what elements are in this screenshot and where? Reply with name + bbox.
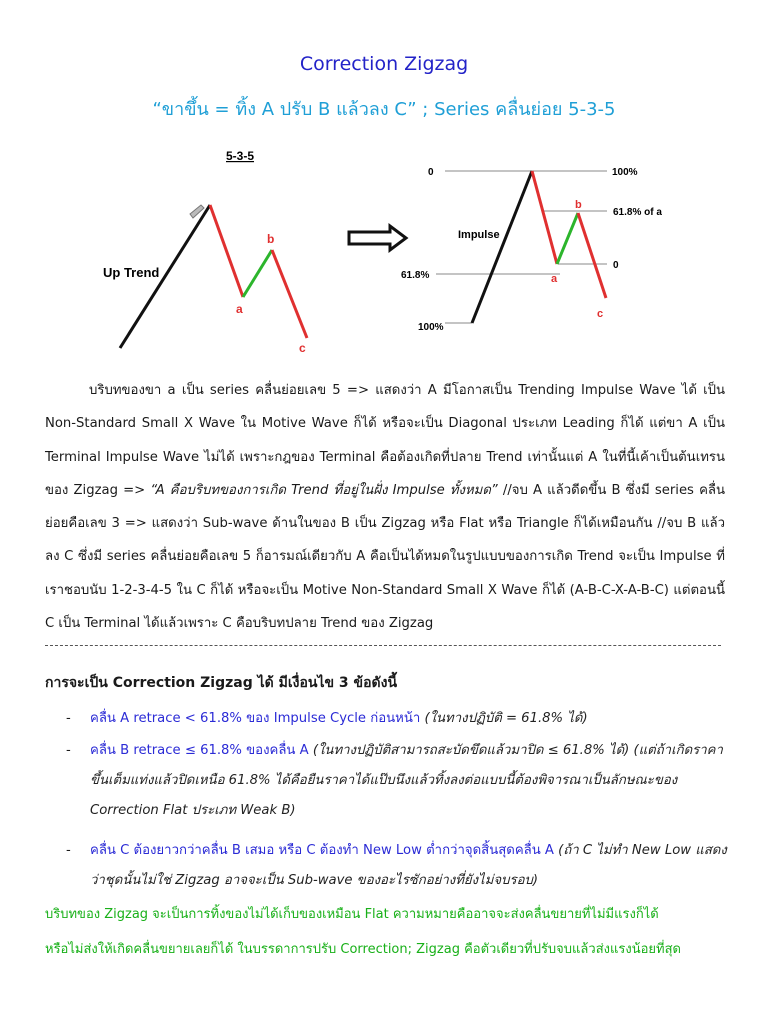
condition-3-text: คลื่น C ต้องยาวกว่าคลื่น B เสมอ หรือ C ต้องทำ New Low ต่ำกว่าจุดสิ้นสุดคลื่น A (90, 843, 554, 858)
left-zigzag-diagram (103, 149, 307, 355)
conclusion-line-2: หรือไม่ส่งให้เกิดคลื่นขยายเลยก็ได้ ในบรรดาการปรับ Correction; Zigzag คือตัวเดียวที่ปรับจบแล้วส่งแรงน้อยที่สุด (45, 942, 681, 957)
level-100-top-label: 100% (612, 167, 638, 178)
body-paragraph (45, 374, 725, 640)
left-wave-c-label: c (299, 341, 306, 355)
right-arrow-icon (349, 226, 406, 250)
impulse-leg-right (472, 171, 532, 323)
condition-item-2 (66, 736, 730, 826)
wave-a-leg-right (532, 171, 557, 264)
page-subtitle: “ขาขึ้น = ทิ้ง A ปรับ B แล้วลง C” ; Series คลื่นย่อย 5-3-5 (152, 99, 616, 120)
list-dash: - (66, 843, 71, 858)
list-dash: - (66, 711, 71, 726)
level-618-of-a-label: 61.8% of a (613, 207, 662, 218)
paragraph-part-1: บริบทของขา a เป็น series คลื่นย่อยเลข 5 => แสดงว่า A มีโอกาสเป็น Trending Impulse Wave ได้ เป็น Non-Standard Small X Wave ใน Motive Wave ก็ได้ หรือจะเป็น Diagonal ประเภท Leading ก็ได้ แต่ขา A เป็น Terminal Impulse Wave ไม่ได้ เพราะกฎของ Terminal คือต้องเกิดที่ปลาย Trend เท่านั้นแต่ A ในที่นี้เค้าเป็นต้นเทรนของ Zigzag => (45, 383, 725, 498)
right-wave-b-label: b (575, 199, 582, 211)
left-wave-a-label: a (236, 302, 243, 316)
condition-2-note: (ในทางปฏิบัติสามารถสะบัดขึดแล้วมาปิด ≤ 61.8% ได้) (แต่ถ้าเกิดราคาขึ้นเต็มแท่งแล้วปิดเหนือ 61.8% ได้คือยืนราคาได้แป๊บนึงแล้วทิ้งลงต่อแบบนี้ต้องพิจารณาเป็นลักษณะของ Correction Flat ประเภท Weak B) (90, 743, 723, 818)
right-wave-c-label: c (597, 308, 604, 320)
right-zigzag-diagram (401, 167, 662, 333)
wave-c-leg-right (578, 213, 606, 298)
page-title: Correction Zigzag (299, 53, 469, 75)
level-0-top-label: 0 (428, 167, 434, 178)
list-dash: - (66, 743, 71, 758)
left-caption: 5-3-5 (226, 149, 255, 163)
level-0-right-label: 0 (613, 260, 619, 271)
condition-2-text: คลื่น B retrace ≤ 61.8% ของคลื่น A (90, 743, 309, 758)
conclusion-line-1: บริบทของ Zigzag จะเป็นการทิ้งของไม่ได้เก็บของเหมือน Flat ความหมายคืออาจจะส่งคลื่นขยายที่ไม่มีแรงก็ได้ (45, 907, 659, 922)
dashed-divider (45, 645, 721, 646)
conditions-heading: การจะเป็น Correction Zigzag ได้ มีเงื่อนไข 3 ข้อดังนี้ (45, 675, 398, 691)
condition-1-text: คลื่น A retrace < 61.8% ของ Impulse Cycle ก่อนหน้า (90, 711, 421, 726)
condition-item-1 (66, 704, 730, 734)
left-wave-b-label: b (267, 232, 275, 246)
paragraph-quote: “A คือบริบทของการเกิด Trend ที่อยู่ในฝั่ง Impulse ทั้งหมด” (150, 482, 498, 498)
wave-b-leg-right (557, 213, 578, 264)
wave-a-leg (210, 205, 243, 297)
condition-item-3 (66, 836, 730, 896)
paragraph-part-2: //จบ A แล้วดีดขึ้น B ซึ่งมี series คลื่นย่อยคือเลข 3 => แสดงว่า Sub-wave ด้านในของ B เป็น Zigzag หรือ Flat หรือ Triangle ก็ได้เหมือนกัน //จบ B แล้วลง C ซึ่งมี series คลื่นย่อยคือเลข 5 ก็อารมณ์เดียวกับ A คือเป็นได้หมดในรูปแบบของการเกิด Trend จะเป็น Impulse ที่เราชอบนับ 1-2-3-4-5 ใน C ก็ได้ หรือจะเป็น Motive Non-Standard Small X Wave ก็ได้ (A-B-C-X-A-B-C) แต่ตอนนี้ C เป็น Terminal ได้แล้วเพราะ C คือบริบทปลาย Trend ของ Zigzag (45, 482, 725, 632)
zigzag-diagrams (0, 0, 768, 370)
right-wave-a-label: a (551, 273, 558, 285)
up-trend-label: Up Trend (103, 265, 160, 280)
impulse-label: Impulse (458, 229, 500, 241)
level-100-bottom-label: 100% (418, 322, 444, 333)
wave-b-leg (243, 250, 272, 297)
wave-c-leg (272, 250, 307, 338)
condition-1-note: (ในทางปฏิบัติ = 61.8% ได้) (420, 711, 588, 726)
condition-3-note: (ถ้า C ไม่ทำ New Low แสดงว่าชุดนั้นไม่ใช่ Zigzag อาจจะเป็น Sub-wave ของอะไรซักอย่างที่ยังไม่จบรอบ) (90, 843, 727, 888)
level-618-label: 61.8% (401, 270, 430, 281)
